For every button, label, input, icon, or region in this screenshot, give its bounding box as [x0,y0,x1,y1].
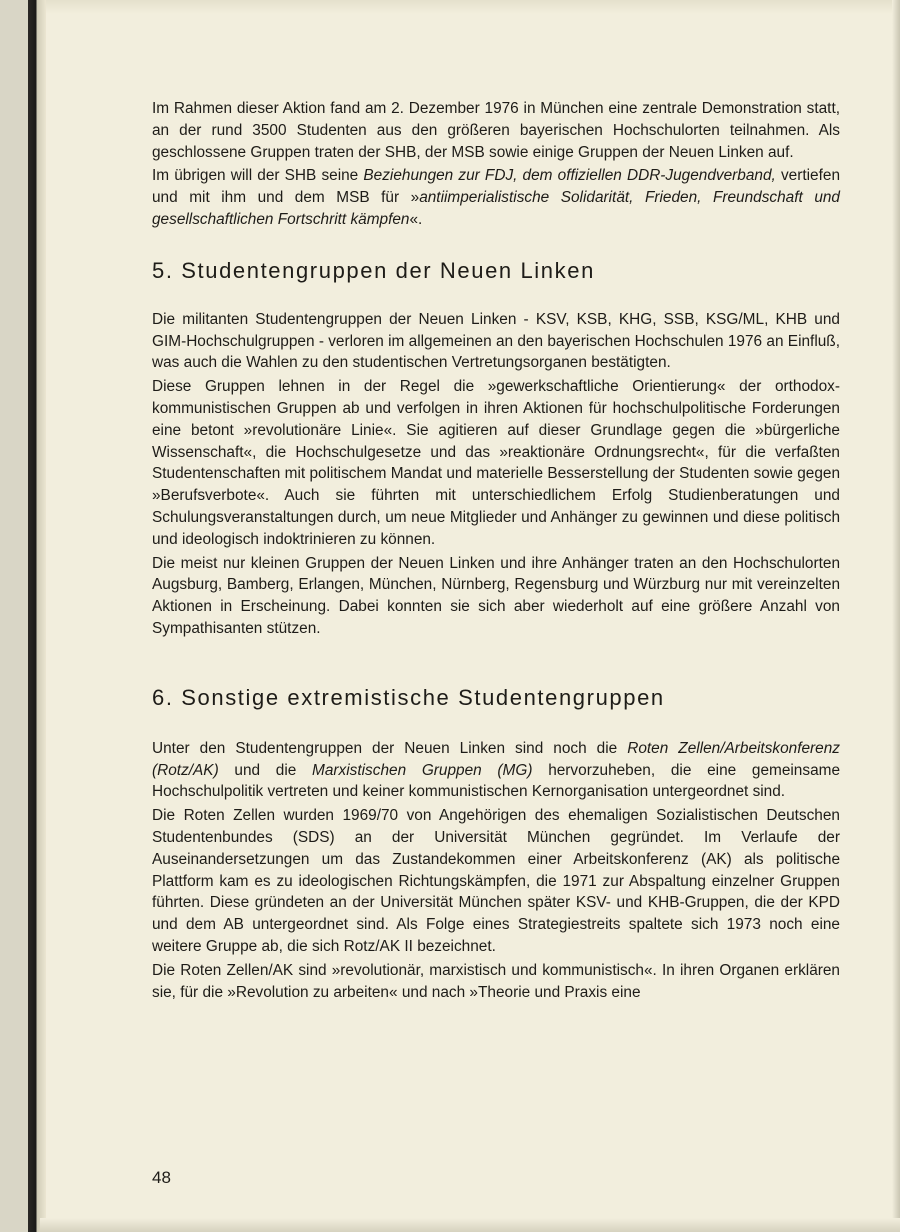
emphasis-text: Marxistischen Gruppen (MG) [312,761,533,779]
paragraph: Die meist nur kleinen Gruppen der Neuen Linken und ihre Anhänger traten an den Hochschulorten Augsburg, Bamberg, Erlangen, München, Nürnberg, Regensburg und Würzburg nur mit vereinzelten Aktionen in Erscheinung. Dabei konnten sie sich aber wiederholt auf eine größere Anzahl von Sympathisanten stützen. [152,554,840,637]
emphasis-text: antiimperialistische Solidarität, Frieden, Freundschaft und gesellschaftlichen Fortschritt kämpfen [152,189,840,228]
paragraph: Im übrigen will der SHB seine Beziehungen zur FDJ, dem offiziellen DDR-Jugendverband, vertiefen und mit ihm und dem MSB für »antiimperialistische Solidarität, Frieden, Freundschaft und gesellschaftlichen Fortschritt kämpfen«. [152,167,841,228]
page-edge-bottom [40,1218,900,1232]
page-edge-top [46,0,900,14]
paragraph: Die militanten Studentengruppen der Neuen Linken - KSV, KSB, KHG, SSB, KSG/ML, KHB und GIM-Hochschulgruppen - verloren im allgemeinen an den bayerischen Hochschulen 1976 an Einfluß, was auch die Wahlen zu den studentischen Vertretungsorganen bestätigten. [152,310,840,372]
page-content [152,98,840,1005]
paragraph: Unter den Studentengruppen der Neuen Linken sind noch die Roten Zellen/Arbeitskonferenz (Rotz/AK) und die Marxistischen Gruppen (MG) hervorzuheben, die eine gemeinsame Hochschulpolitik vertreten und keiner kommunistischen Kernorganisation untergeordnet sind. [152,739,841,801]
emphasis-text: Beziehungen zur FDJ, dem offiziellen DDR-Jugendverband, [363,167,776,185]
book-spine [0,0,46,1232]
section-heading: 6. Sonstige extremistische Studentengruppen [152,684,665,710]
paragraph: Die Roten Zellen wurden 1969/70 von Angehörigen des ehemaligen Sozialistischen Deutschen Studentenbundes (SDS) an der Universität München gegründet. Im Verlaufe der Auseinandersetzungen um das Zustandekommen einer Arbeitskonferenz (AK) als politische Plattform kam es zu ideologischen Richtungskämpfen, die 1971 zur Abspaltung einzelner Gruppen führten. Diese gründeten an der Universität München später KSV- und KHB-Gruppen, die der KPD und dem AB untergeordnet sind. Als Folge eines Strategiestreits spaltete sich 1973 noch eine weitere Gruppe ab, die sich Rotz/AK II bezeichnet. [152,807,840,955]
emphasis-text: Roten Zellen/Arbeitskonferenz (Rotz/AK) [152,739,840,779]
paragraph: Im Rahmen dieser Aktion fand am 2. Dezember 1976 in München eine zentrale Demonstration statt, an der rund 3500 Studenten aus den größeren bayerischen Hochschulorten teilnahmen. Als geschlossene Gruppen traten der SHB, der MSB sowie einige Gruppen der Neuen Linken auf. [152,100,840,161]
page-number: 48 [152,1168,171,1187]
paragraph: Die Roten Zellen/AK sind »revolutionär, marxistisch und kommunistisch«. In ihren Organen erklären sie, für die »Revolution zu arbeiten« und nach »Theorie und Praxis eine [152,961,840,1001]
page-edge-right [892,0,900,1232]
section-heading: 5. Studentengruppen der Neuen Linken [152,257,595,283]
paragraph: Diese Gruppen lehnen in der Regel die »gewerkschaftliche Orientierung« der orthodox-kommunistischen Gruppen ab und verfolgen in ihren Aktionen für hochschulpolitische Forderungen eine betont »revolutionäre Linie«. Sie agitieren auf dieser Grundlage gegen die »bürgerliche Wissenschaft«, die Hochschulgesetze und das »reaktionäre Ordnungsrecht«, für die verfaßten Studentenschaften mit politischem Mandat und materielle Besserstellung der Studenten sowie gegen »Berufsverbote«. Auch sie führten mit unterschiedlichem Erfolg Studienberatungen und Schulungsveranstaltungen durch, um neue Mitglieder und Anhänger zu gewinnen und diese politisch und ideologisch indoktrinieren zu können. [152,378,840,548]
